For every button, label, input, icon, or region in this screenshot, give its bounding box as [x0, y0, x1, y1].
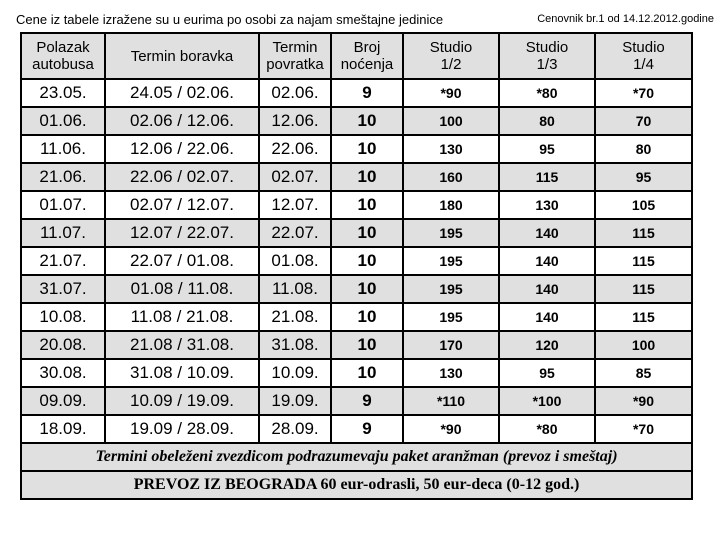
price-studio-1-2: 195	[403, 219, 499, 247]
return-date: 12.07.	[259, 191, 331, 219]
stay-period: 22.06 / 02.07.	[105, 163, 259, 191]
table-caption	[16, 12, 716, 28]
price-studio-1-3: 95	[499, 135, 595, 163]
price-studio-1-2: 100	[403, 107, 499, 135]
nights: 10	[331, 247, 403, 275]
nights: 9	[331, 415, 403, 443]
stay-period: 02.07 / 12.07.	[105, 191, 259, 219]
departure-date: 21.07.	[21, 247, 105, 275]
nights: 9	[331, 79, 403, 107]
nights: 10	[331, 359, 403, 387]
price-studio-1-3: *100	[499, 387, 595, 415]
price-studio-1-2: 180	[403, 191, 499, 219]
stay-period: 19.09 / 28.09.	[105, 415, 259, 443]
return-date: 21.08.	[259, 303, 331, 331]
price-studio-1-2: *90	[403, 415, 499, 443]
departure-date: 18.09.	[21, 415, 105, 443]
note-row	[21, 471, 692, 499]
table-row	[21, 387, 692, 415]
price-studio-1-3: 140	[499, 247, 595, 275]
header-studio-1-2: Studio 1/2	[403, 33, 499, 79]
price-studio-1-3: 95	[499, 359, 595, 387]
nights: 10	[331, 163, 403, 191]
price-note: Cene iz tabele izražene su u eurima po osobi za najam smeštajne jedinice	[16, 12, 444, 27]
nights: 10	[331, 303, 403, 331]
price-studio-1-4: 95	[595, 163, 692, 191]
price-studio-1-4: 115	[595, 247, 692, 275]
price-studio-1-3: 120	[499, 331, 595, 359]
return-date: 22.07.	[259, 219, 331, 247]
price-studio-1-4: 115	[595, 219, 692, 247]
stay-period: 12.07 / 22.07.	[105, 219, 259, 247]
table-row	[21, 219, 692, 247]
stay-period: 22.07 / 01.08.	[105, 247, 259, 275]
price-studio-1-3: 80	[499, 107, 595, 135]
header-studio-1-4: Studio 1/4	[595, 33, 692, 79]
nights: 10	[331, 107, 403, 135]
stay-period: 24.05 / 02.06.	[105, 79, 259, 107]
return-date: 12.06.	[259, 107, 331, 135]
price-studio-1-4: *70	[595, 415, 692, 443]
price-studio-1-2: 195	[403, 247, 499, 275]
stay-period: 10.09 / 19.09.	[105, 387, 259, 415]
table-row	[21, 135, 692, 163]
price-studio-1-4: 105	[595, 191, 692, 219]
transport-note: PREVOZ IZ BEOGRADA 60 eur-odrasli, 50 eur-deca (0-12 god.)	[21, 471, 692, 499]
price-studio-1-3: *80	[499, 79, 595, 107]
table-row	[21, 107, 692, 135]
price-studio-1-3: 140	[499, 303, 595, 331]
table-row	[21, 79, 692, 107]
header-row	[21, 33, 692, 79]
departure-date: 23.05.	[21, 79, 105, 107]
nights: 10	[331, 331, 403, 359]
price-studio-1-4: *90	[595, 387, 692, 415]
return-date: 19.09.	[259, 387, 331, 415]
price-studio-1-4: 115	[595, 275, 692, 303]
price-studio-1-4: 70	[595, 107, 692, 135]
nights: 9	[331, 387, 403, 415]
price-studio-1-2: 160	[403, 163, 499, 191]
stay-period: 11.08 / 21.08.	[105, 303, 259, 331]
stay-period: 31.08 / 10.09.	[105, 359, 259, 387]
price-studio-1-4: *70	[595, 79, 692, 107]
departure-date: 20.08.	[21, 331, 105, 359]
header-stay-period: Termin boravka	[105, 33, 259, 79]
departure-date: 11.06.	[21, 135, 105, 163]
price-studio-1-2: *90	[403, 79, 499, 107]
return-date: 10.09.	[259, 359, 331, 387]
stay-period: 02.06 / 12.06.	[105, 107, 259, 135]
departure-date: 01.06.	[21, 107, 105, 135]
departure-date: 09.09.	[21, 387, 105, 415]
price-studio-1-2: 195	[403, 275, 499, 303]
return-date: 31.08.	[259, 331, 331, 359]
price-studio-1-3: 130	[499, 191, 595, 219]
price-studio-1-4: 80	[595, 135, 692, 163]
price-studio-1-3: 140	[499, 275, 595, 303]
nights: 10	[331, 275, 403, 303]
departure-date: 31.07.	[21, 275, 105, 303]
table-row	[21, 359, 692, 387]
nights: 10	[331, 191, 403, 219]
stay-period: 01.08 / 11.08.	[105, 275, 259, 303]
departure-date: 11.07.	[21, 219, 105, 247]
note-row	[21, 443, 692, 471]
price-studio-1-2: 130	[403, 135, 499, 163]
return-date: 22.06.	[259, 135, 331, 163]
price-studio-1-3: 140	[499, 219, 595, 247]
price-studio-1-4: 85	[595, 359, 692, 387]
table-row	[21, 247, 692, 275]
nights: 10	[331, 135, 403, 163]
package-note: Termini obeleženi zvezdicom podrazumevaju paket aranžman (prevoz i smeštaj)	[21, 443, 692, 471]
price-studio-1-2: 170	[403, 331, 499, 359]
table-row	[21, 163, 692, 191]
price-table	[20, 32, 693, 500]
departure-date: 01.07.	[21, 191, 105, 219]
price-list-reference: Cenovnik br.1 od 14.12.2012.godine	[537, 13, 714, 25]
price-studio-1-4: 115	[595, 303, 692, 331]
table-row	[21, 275, 692, 303]
price-studio-1-3: 115	[499, 163, 595, 191]
price-studio-1-2: 130	[403, 359, 499, 387]
return-date: 02.06.	[259, 79, 331, 107]
return-date: 02.07.	[259, 163, 331, 191]
price-studio-1-2: 195	[403, 303, 499, 331]
return-date: 11.08.	[259, 275, 331, 303]
table-row	[21, 303, 692, 331]
header-nights: Broj noćenja	[331, 33, 403, 79]
return-date: 28.09.	[259, 415, 331, 443]
header-return: Termin povratka	[259, 33, 331, 79]
departure-date: 10.08.	[21, 303, 105, 331]
table-row	[21, 415, 692, 443]
departure-date: 21.06.	[21, 163, 105, 191]
header-departure: Polazak autobusa	[21, 33, 105, 79]
table-row	[21, 331, 692, 359]
header-studio-1-3: Studio 1/3	[499, 33, 595, 79]
departure-date: 30.08.	[21, 359, 105, 387]
price-studio-1-2: *110	[403, 387, 499, 415]
price-studio-1-3: *80	[499, 415, 595, 443]
price-studio-1-4: 100	[595, 331, 692, 359]
nights: 10	[331, 219, 403, 247]
return-date: 01.08.	[259, 247, 331, 275]
stay-period: 12.06 / 22.06.	[105, 135, 259, 163]
table-row	[21, 191, 692, 219]
stay-period: 21.08 / 31.08.	[105, 331, 259, 359]
